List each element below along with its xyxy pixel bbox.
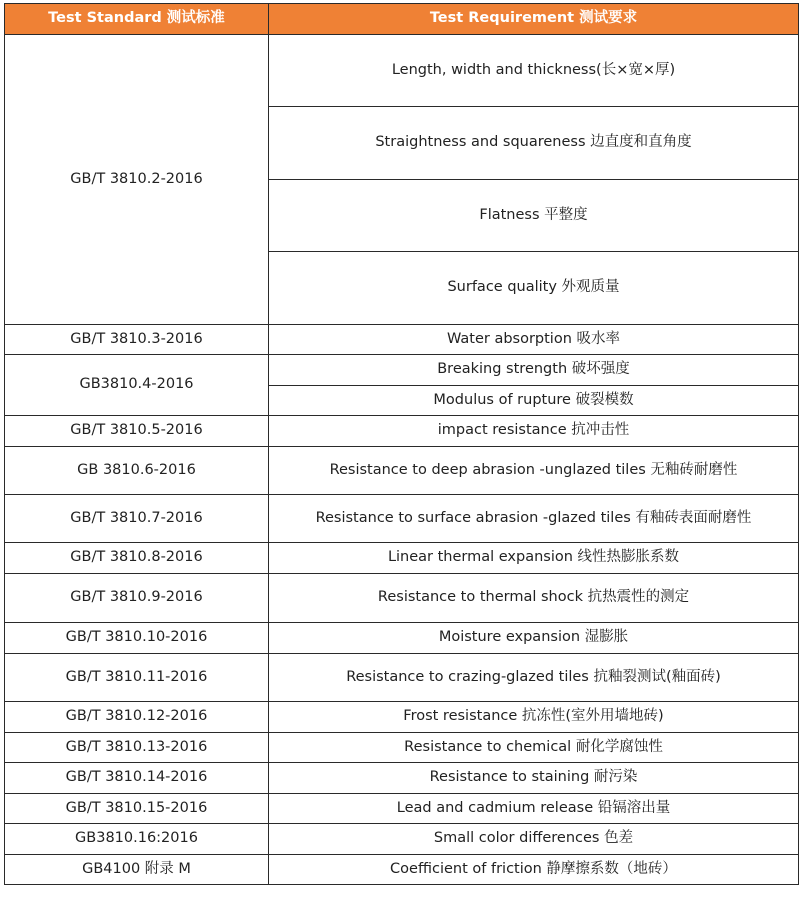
standard-cell: GB/T 3810.2-2016 xyxy=(5,35,269,325)
requirement-cell: Resistance to thermal shock 抗热震性的测定 xyxy=(269,574,799,623)
header-test-requirement: Test Requirement 测试要求 xyxy=(269,4,799,35)
requirement-cell: Flatness 平整度 xyxy=(269,180,799,252)
standard-cell: GB/T 3810.13-2016 xyxy=(5,733,269,763)
table-row xyxy=(5,543,799,574)
requirement-cell: Moisture expansion 湿膨胀 xyxy=(269,623,799,654)
requirement-cell: Coefficient of friction 静摩擦系数（地砖） xyxy=(269,855,799,885)
standard-cell: GB/T 3810.8-2016 xyxy=(5,543,269,574)
requirement-cell: Resistance to deep abrasion -unglazed tiles 无釉砖耐磨性 xyxy=(269,447,799,495)
requirement-cell: Length, width and thickness(长×宽×厚) xyxy=(269,35,799,107)
table-row xyxy=(5,654,799,702)
table-row xyxy=(5,574,799,623)
standard-cell: GB/T 3810.10-2016 xyxy=(5,623,269,654)
table-row xyxy=(5,763,799,794)
table-row xyxy=(5,623,799,654)
test-standards-table xyxy=(4,3,799,885)
standard-cell: GB/T 3810.11-2016 xyxy=(5,654,269,702)
standard-cell: GB/T 3810.3-2016 xyxy=(5,325,269,355)
requirement-cell: Resistance to crazing-glazed tiles 抗釉裂测试(釉面砖) xyxy=(269,654,799,702)
requirement-cell: impact resistance 抗冲击性 xyxy=(269,416,799,447)
standard-cell: GB3810.4-2016 xyxy=(5,355,269,416)
table-row xyxy=(5,355,799,386)
requirement-cell: Lead and cadmium release 铅镉溶出量 xyxy=(269,794,799,824)
table-row xyxy=(5,447,799,495)
table-row xyxy=(5,495,799,543)
header-test-standard: Test Standard 测试标准 xyxy=(5,4,269,35)
requirement-cell: Surface quality 外观质量 xyxy=(269,252,799,325)
table-row xyxy=(5,794,799,824)
table-row xyxy=(5,325,799,355)
requirement-cell: Straightness and squareness 边直度和直角度 xyxy=(269,107,799,180)
requirement-cell: Resistance to staining 耐污染 xyxy=(269,763,799,794)
table-row xyxy=(5,733,799,763)
requirement-cell: Resistance to surface abrasion -glazed tiles 有釉砖表面耐磨性 xyxy=(269,495,799,543)
requirement-cell: Frost resistance 抗冻性(室外用墙地砖) xyxy=(269,702,799,733)
table-row xyxy=(5,35,799,107)
requirement-cell: Linear thermal expansion 线性热膨胀系数 xyxy=(269,543,799,574)
requirement-cell: Small color differences 色差 xyxy=(269,824,799,855)
standard-cell: GB3810.16:2016 xyxy=(5,824,269,855)
standard-cell: GB/T 3810.7-2016 xyxy=(5,495,269,543)
table-row xyxy=(5,416,799,447)
header-row xyxy=(5,4,799,35)
standard-cell: GB/T 3810.14-2016 xyxy=(5,763,269,794)
table-row xyxy=(5,855,799,885)
standard-cell: GB/T 3810.5-2016 xyxy=(5,416,269,447)
standard-cell: GB4100 附录 M xyxy=(5,855,269,885)
standard-cell: GB/T 3810.12-2016 xyxy=(5,702,269,733)
table-row xyxy=(5,824,799,855)
table-row xyxy=(5,702,799,733)
standard-cell: GB/T 3810.15-2016 xyxy=(5,794,269,824)
requirement-cell: Modulus of rupture 破裂模数 xyxy=(269,386,799,416)
requirement-cell: Resistance to chemical 耐化学腐蚀性 xyxy=(269,733,799,763)
requirement-cell: Breaking strength 破坏强度 xyxy=(269,355,799,386)
requirement-cell: Water absorption 吸水率 xyxy=(269,325,799,355)
standard-cell: GB 3810.6-2016 xyxy=(5,447,269,495)
standard-cell: GB/T 3810.9-2016 xyxy=(5,574,269,623)
